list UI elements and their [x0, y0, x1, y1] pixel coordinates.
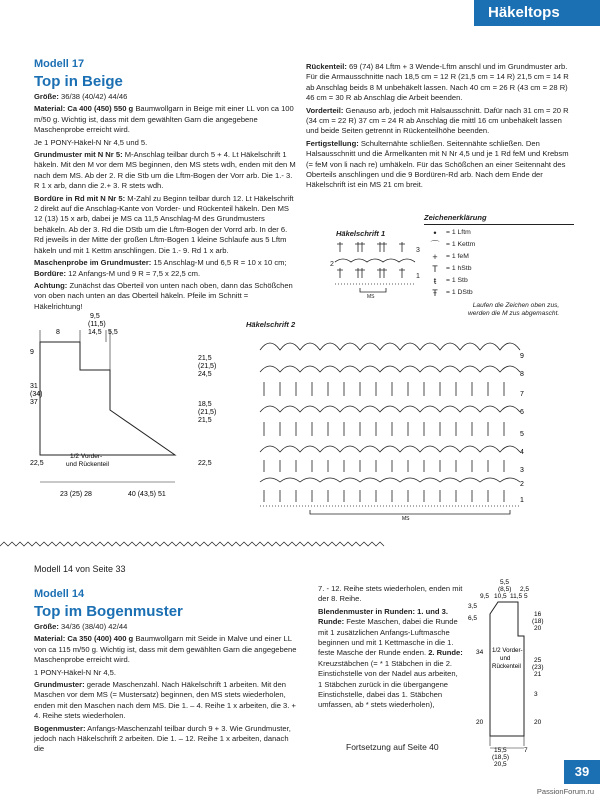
half-double-crochet-icon: T: [432, 264, 438, 274]
dim-label: 21,5: [198, 417, 212, 424]
piece-label: 1/2 Vorder-: [492, 647, 523, 654]
chart-2-row-2: [260, 478, 520, 482]
needle-paragraph: Je 1 PONY-Häkel-N Nr 4,5 und 5.: [34, 137, 148, 147]
size-paragraph: Größe: 34/36 (38/40) 42/44: [34, 622, 128, 631]
chart-1-row-2: [335, 259, 415, 262]
chart-2-row-9: [260, 343, 520, 350]
piece-label: Rückenteil: [492, 663, 521, 670]
dim-label: 6,5: [468, 615, 478, 622]
dim-label: 5,5: [500, 579, 510, 586]
legend-title: Zeichenerklärung: [424, 212, 574, 225]
legend-note: Laufen die Zeichen oben zus, werden die M zus abgemascht.: [468, 302, 560, 317]
dim-label: 7: [524, 747, 528, 754]
site-watermark: PassionForum.ru: [536, 787, 594, 796]
dim-label: 10,5: [494, 593, 507, 600]
legend-item: ŧ = 1 Stb: [424, 275, 574, 287]
dim-label: 16: [534, 611, 542, 618]
chart-1-ms-label: MS: [367, 294, 375, 300]
back-piece-paragraph: Rückenteil: 69 (74) 84 Lftm + 3 Wende-Lftm anschl und im Grundmuster arb. Für die Armausschnitte nach 18,5 cm = 12 R (21,5 cm = 14 R) 21,5 cm = 14 R ab Anschlag beids 8 M unbehäkelt lassen. Nach 40 cm = 26 R (43 cm = 28 R) 46 cm = 30 R ab Anschlag die Arbeit beenden.: [306, 62, 569, 103]
dim-label: 11,5: [510, 593, 523, 600]
symbol-legend: [424, 212, 574, 299]
dim-label: 24,5: [198, 371, 212, 378]
section-title: Häkeltops: [488, 4, 560, 21]
dim-label: 5: [524, 593, 528, 600]
legend-item: T = 1 hStb: [424, 263, 574, 275]
model-number: Modell 14: [34, 588, 85, 600]
chart-2-row-8: [260, 366, 520, 372]
finishing-paragraph: Fertigstellung: Schulternähte schließen. Seitennähte schließen. Den Halsausschnitt und die Ärmelkanten mit N Nr 4,5 und je 1 Rd feM und Krebsm (= feM von li nach re) umhäkeln. Für das Schößchen an einer Seitennaht des Oberteils anschlingen und die 9 Bordüren-Rd arb. Nach dem Ende der Häkelschrift ist ein MS 21 cm breit.: [306, 138, 569, 190]
chart-2-row-3: [264, 460, 504, 472]
chart-2-row-6: [260, 406, 520, 412]
dim-label: 31: [30, 383, 38, 390]
dim-label: 9,5: [480, 593, 490, 600]
piece-label: 1/2 Vorder-: [70, 453, 103, 460]
dim-label: 9: [30, 349, 34, 356]
dim-label: (21,5): [198, 363, 217, 370]
piece-label: und Rückenteil: [66, 461, 109, 468]
model-title: Top im Bogenmuster: [34, 603, 183, 620]
dim-label: 2,5: [520, 586, 530, 593]
attention-paragraph: Achtung: Zunächst das Oberteil von unten nach oben, dann das Schößchen von oben nach unten an das Oberteil häkeln. Pfeile im Schnitt = Häkelrichtung!: [34, 280, 293, 311]
legend-item: ⌒ = 1 Kettm: [424, 239, 574, 251]
dim-label: 34: [476, 649, 484, 656]
dim-label: 3: [534, 691, 538, 698]
dim-label: 22,5: [30, 460, 44, 467]
dim-label: 20: [476, 719, 484, 726]
chart-2-row-label: 8: [520, 371, 524, 378]
dim-label: 20: [534, 719, 542, 726]
continued-note: Fortsetzung auf Seite 40: [346, 742, 439, 752]
chart-1-row-label: 2: [330, 261, 334, 268]
chart-2-row-4: [260, 446, 520, 452]
legend-item: Ŧ = 1 DStb: [424, 287, 574, 299]
dim-label: 18,5: [198, 401, 212, 408]
dim-label: 3,5: [468, 603, 478, 610]
double-crochet-icon: ŧ: [433, 276, 437, 286]
modell-14-left-column: [34, 588, 298, 757]
continued-paragraph: 7. - 12. Reihe stets wiederholen, enden mit der 8. Reihe.: [318, 584, 463, 604]
dim-label: (18): [532, 618, 544, 625]
chain-stitch-icon: •: [433, 228, 437, 238]
schematic-1: [30, 310, 240, 500]
dim-label: 8: [56, 329, 60, 336]
crochet-chart-1: [330, 238, 430, 302]
needle-paragraph: 1 PONY-Häkel-N Nr 4,5.: [34, 667, 117, 677]
size-paragraph: Größe: 36/38 (40/42) 44/46: [34, 92, 128, 101]
legend-item: • = 1 Lftm: [424, 227, 574, 239]
dim-label: (11,5): [88, 321, 106, 328]
dim-label: 21,5: [198, 355, 212, 362]
zigzag-divider: [0, 540, 600, 552]
chart-2-row-label: 7: [520, 391, 524, 398]
base-pattern-paragraph: Grundmuster mit N Nr 5: M-Anschlag teilbar durch 5 + 4. Lt Häkelschrift 1 häkeln. Mit den M vor dem MS beginnen, den MS stets wdh, enden mit den M nach dem MS. Ab der 2. R die Stb um die Lftm-Bogen der Vorr arb. Die 1.- 3. R 1 x arb, dann die 2.+ 3. R stets wdh.: [34, 150, 296, 191]
dim-label: 23 (25) 28: [60, 491, 92, 498]
chart-2-title: Häkelschrift 2: [246, 320, 296, 329]
chart-2-row-label: 3: [520, 467, 524, 474]
modell-17-right-column: [306, 62, 572, 193]
chart-2-row-7: [264, 382, 504, 396]
dim-label: 15,5: [494, 747, 507, 754]
border-paragraph: Bordüre in Rd mit N Nr 5: M-Zahl zu Beginn teilbar durch 12. Lt Häkelschrift 2 direkt auf die Anschlag-Kante von Vorder- und Rückenteil häkeln. Den MS 12 (13) 15 x arb, dabei je MS ca 11,5 Anschlag-M des Grundmusters behäkeln. Ab der 3. Rd die DStb um die Lftm-Bogen der Vorrd arb. In der 6. Rd jeweils in der Mitte der großen Lftm-Bogen 1 kleine Schlaufe aus 5 Lftm häkeln und mit 1 Kettm anschlingen. Die 1.- 9. Rd 1 x arb.: [34, 193, 294, 255]
section-banner: [474, 0, 600, 26]
dim-label: (21,5): [198, 409, 217, 416]
chart-1-row-label: 1: [416, 273, 420, 280]
dim-label: (23): [532, 664, 544, 671]
dim-label: 14,5: [88, 329, 102, 336]
dim-label: 20,5: [494, 761, 507, 768]
chart-2-row-label: 5: [520, 431, 524, 438]
dim-label: (18,5): [492, 754, 509, 761]
chart-1-row-3: [337, 242, 405, 252]
modell-14-middle-column: [318, 584, 464, 713]
slip-stitch-icon: ⌒: [430, 240, 440, 250]
schematic-2: [468, 576, 568, 770]
model-number: Modell 17: [34, 58, 85, 70]
chart-2-row-label: 9: [520, 353, 524, 360]
base-pattern-paragraph: Grundmuster: gerade Maschenzahl. Nach Häkelschrift 1 arbeiten. Mit den Maschen vor dem MS (= Mustersatz) beginnen, den MS stets wiederholen, enden mit den Maschen nach dem MS. Die 1. – 4. Reihe 1 x arbeiten, die 3. + 4. Reihe stets wiederholen.: [34, 680, 296, 721]
model-14-reference: Modell 14 von Seite 33: [34, 564, 126, 574]
chart-1-row-1: [337, 268, 405, 278]
chart-2-row-label: 6: [520, 409, 524, 416]
dim-label: 40 (43,5) 51: [128, 491, 166, 498]
dim-label: (8,5): [498, 586, 512, 593]
chart-2-row-label: 1: [520, 497, 524, 504]
material-paragraph: Material: Ca 400 (450) 550 g Baumwollgarn in Beige mit einer LL von ca 100 m/50 g. Wichtig ist, dass mit dem gewählten Garn die angegebene Maschenprobe erreicht wird.: [34, 104, 294, 135]
chart-2-ms-label: MS: [402, 516, 410, 522]
dim-label: 5,5: [108, 329, 118, 336]
legend-item: + = 1 feM: [424, 251, 574, 263]
arch-pattern-paragraph: Bogenmuster: Anfangs-Maschenzahl teilbar durch 9 + 3. Wie Grundmuster, jedoch nach Häkelschrift 2 arbeiten. Die 1. – 12. Reihe 1 x arbeiten, danach die: [34, 723, 291, 754]
dim-label: 21: [534, 671, 542, 678]
crochet-chart-2: [250, 330, 550, 522]
front-piece-paragraph: Vorderteil: Genauso arb, jedoch mit Halsausschnitt. Dafür nach 31 cm = 20 R (34 cm = 22 R) 37 cm = 24 R ab Anschlag die mittl 16 cm unbehäkelt lassen und beide Seiten getrennt in Rückenteilhöhe beenden.: [306, 105, 569, 136]
chart-1-title: Häkelschrift 1: [336, 229, 386, 238]
dim-label: 25: [534, 657, 542, 664]
chart-1-row-label: 3: [416, 247, 420, 254]
treble-crochet-icon: Ŧ: [432, 288, 438, 298]
single-crochet-icon: +: [432, 252, 438, 262]
chart-2-row-label: 2: [520, 481, 524, 488]
dim-label: (34): [30, 391, 43, 398]
chart-2-row-1: [264, 490, 504, 502]
material-paragraph: Material: Ca 350 (400) 400 g Baumwollgarn mit Seide in Malve und einer LL von ca 115 m/50 g. Wichtig ist, dass mit dem gewählten Garn die angegebene Maschenprobe erreicht wird.: [34, 634, 297, 665]
chart-2-row-5: [264, 422, 504, 436]
dim-label: 22,5: [198, 460, 212, 467]
dim-label: 37: [30, 399, 38, 406]
chart-2-row-label: 4: [520, 449, 524, 456]
piece-label: und: [500, 655, 511, 662]
modell-17-left-column: [34, 58, 296, 314]
page-number: 39: [564, 760, 600, 784]
border-rounds-paragraph: Blendenmuster in Runden: 1. und 3. Runde: Feste Maschen, dabei die Runde mit 1 zusätzlichen Anfangs-Luftmasche beginnen und mit 1 Kettmasche in die 1. feste Masche der Runde enden. 2. Runde: Kreuzstäbchen (= * 1 Stäbchen in die 2. Einstichstelle von der Nadel aus arbeiten, 1 Stäbchen zurück in die übergangene Einstichstelle, dabei das 1. Stäbchen umfassen, ab * stets wiederholen),: [318, 606, 463, 710]
dim-label: 9,5: [90, 313, 100, 320]
gauge-paragraph: Maschenprobe im Grundmuster: 15 Anschlag-M und 6,5 R = 10 x 10 cm; Bordüre: 12 Anfangs-M und 9 R = 7,5 x 22,5 cm.: [34, 258, 287, 278]
model-title: Top in Beige: [34, 73, 123, 90]
dim-label: 20: [534, 625, 542, 632]
